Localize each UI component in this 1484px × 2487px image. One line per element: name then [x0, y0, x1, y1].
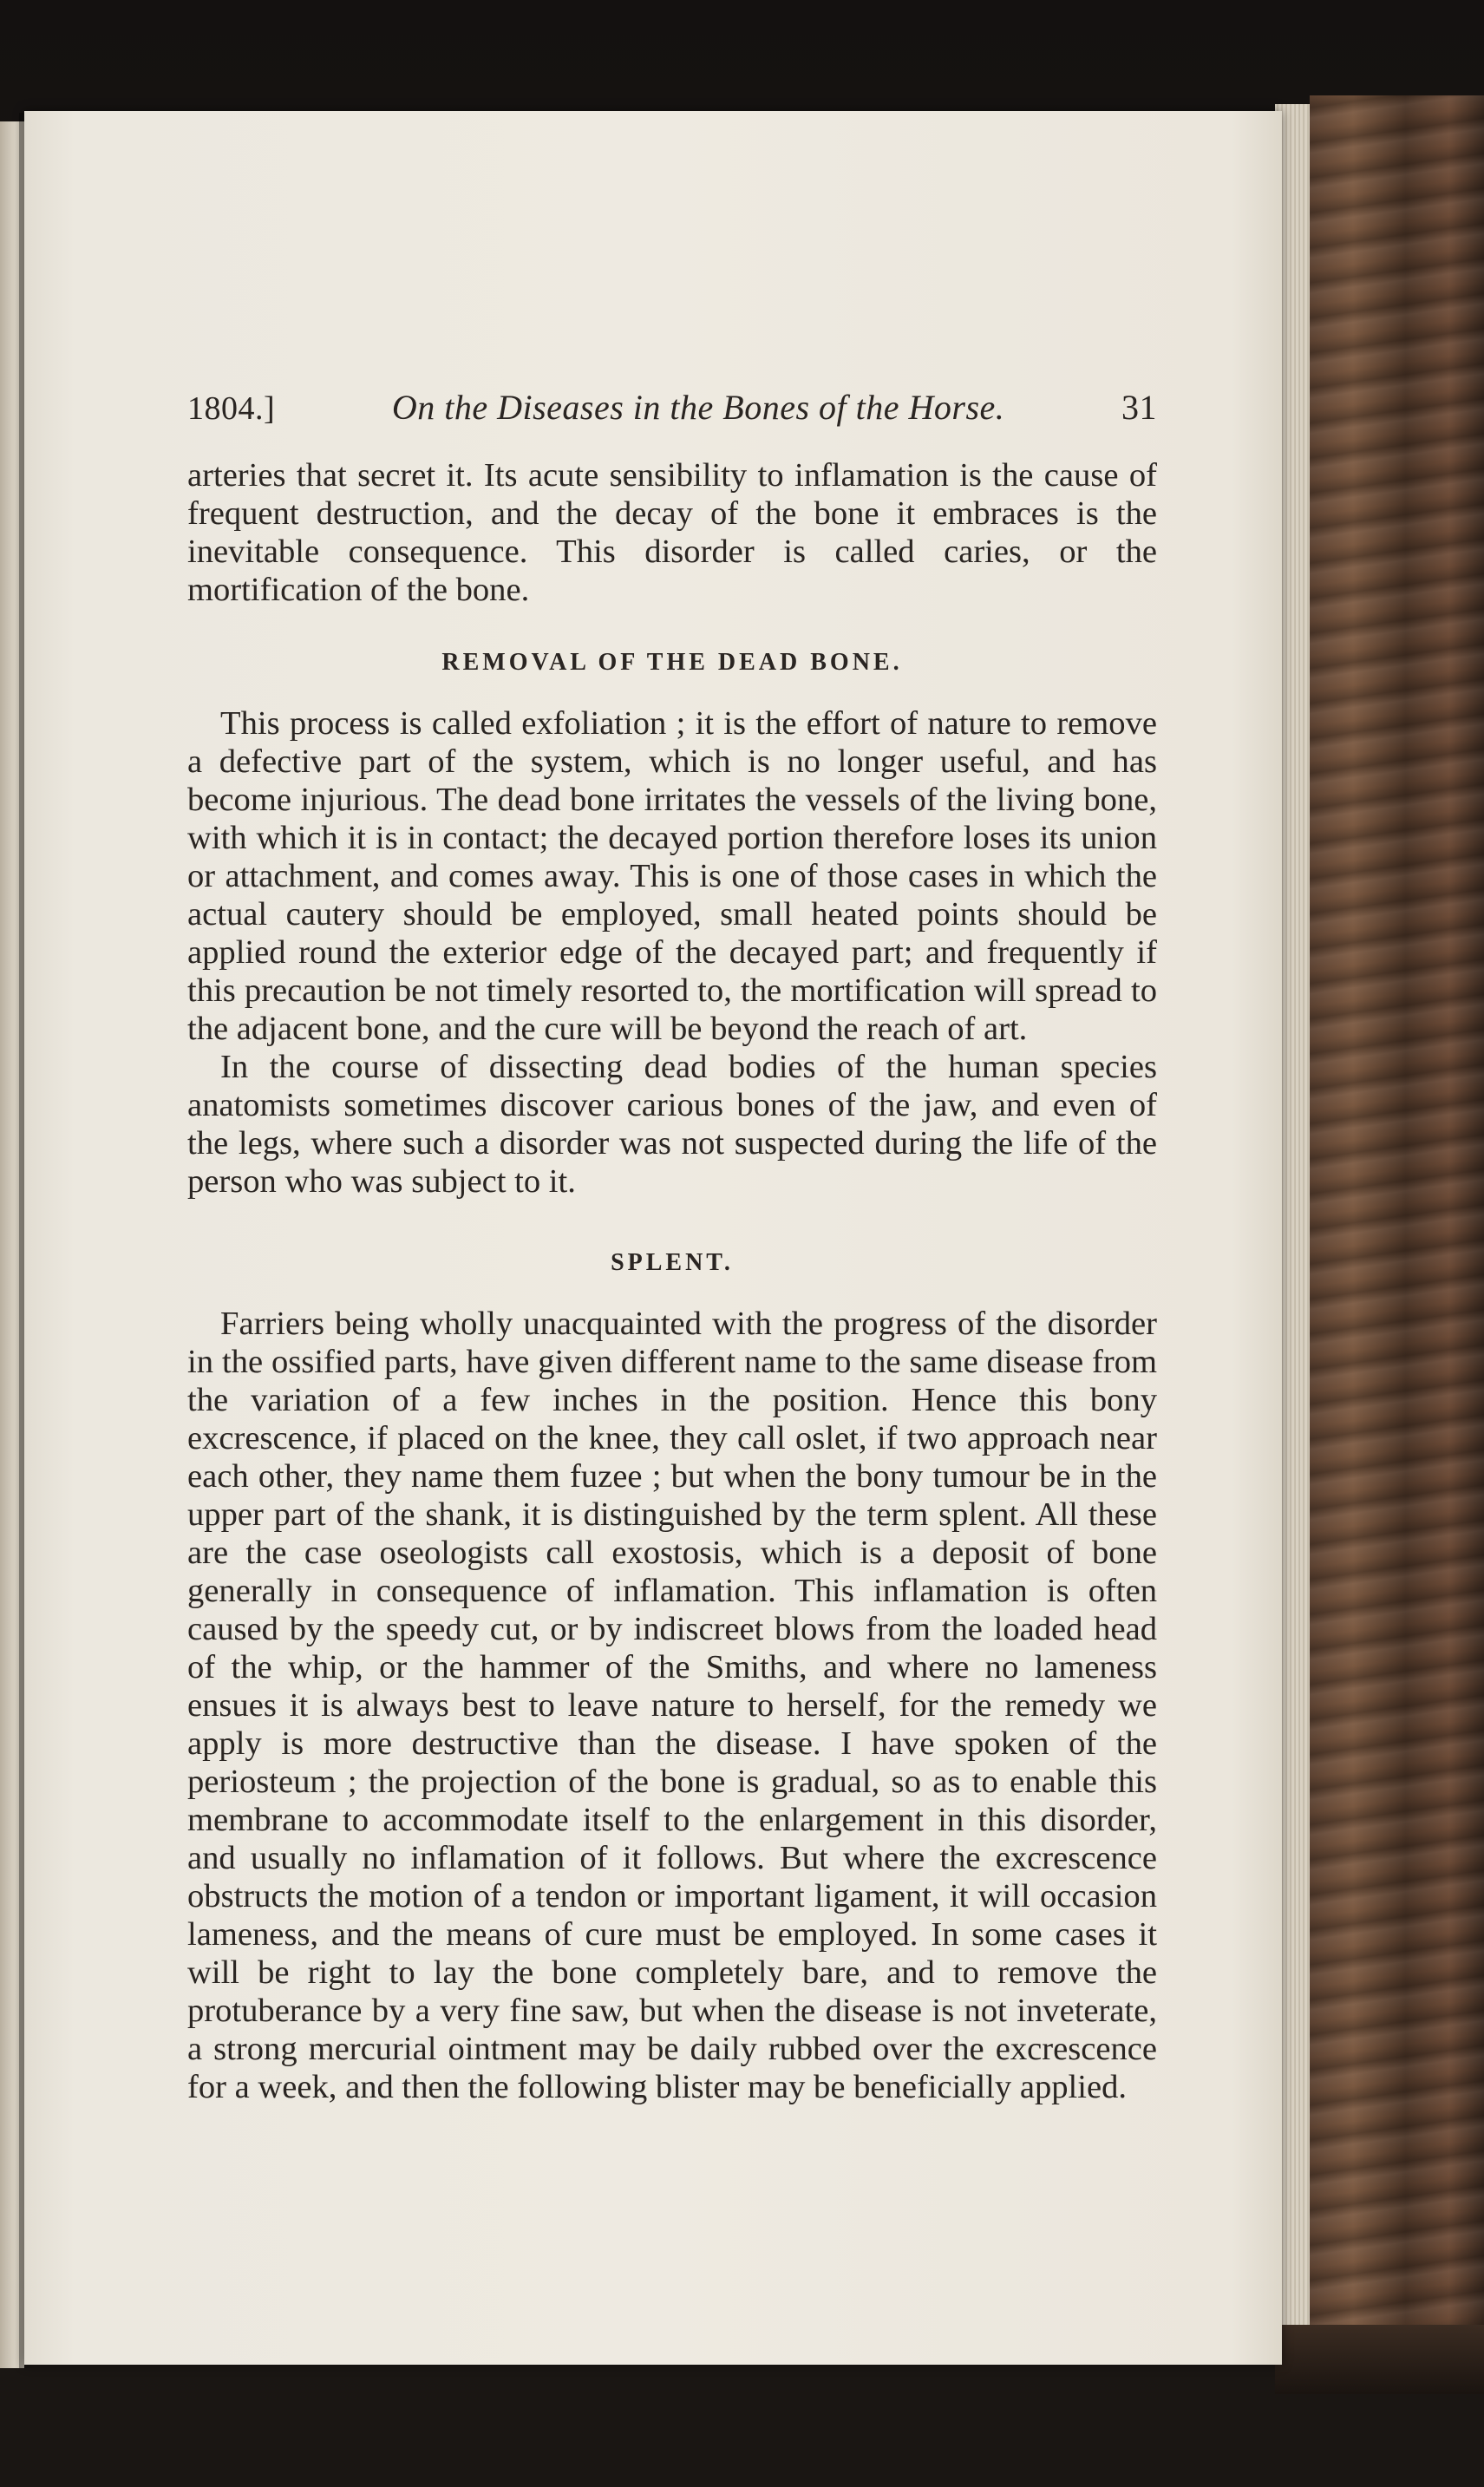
page-content: [187, 387, 1157, 2106]
running-head-title: On the Diseases in the Bones of the Horse.: [391, 388, 1005, 427]
section-heading-splent: SPLENT.: [611, 1249, 734, 1276]
running-head-year: 1804.]: [187, 390, 276, 427]
book-page: [24, 111, 1282, 2365]
running-head: [187, 387, 1157, 435]
removal-paragraph-1: This process is called exfoliation ; it is the effort of nature to remove a defective part of the system, which is no longer useful, and has become injurious. The dead bone irritates the vessels of the living bone, with which it is in contact; the decayed portion therefore loses its union or attachment, and comes away. This is one of those cases in which the actual cautery should be employed, small heated points should be applied round the exterior edge of the decayed part; and frequently if this precaution be not timely resorted to, the mortification will spread to the adjacent bone, and the cure will be beyond the reach of art.: [187, 705, 1157, 1047]
opening-paragraph: arteries that secret it. Its acute sensibility to inflamation is the cause of frequent destruction, and the decay of the bone it embraces is the inevitable consequence. This disorder is called caries, or the mortification of the bone.: [187, 457, 1157, 608]
splent-paragraph-1: Farriers being wholly unacquainted with the progress of the disorder in the ossified parts, have given different name to the same disease from the variation of a few inches in the position. Hence this bony excrescence, if placed on the knee, they call oslet, if two approach near each other, they name them fuzee ; but when the bony tumour be in the upper part of the shank, it is distinguished by the term splent. All these are the case oseologists call exostosis, which is a deposit of bone generally in consequence of inflamation. This inflamation is often caused by the speedy cut, or by indiscreet blows from the loaded head of the whip, or the hammer of the Smiths, and where no lameness ensues it is always best to leave nature to herself, for the remedy we apply is more destructive than the disease. I have spoken of the periosteum ; the projection of the bone is gradual, so as to enable this membrane to accommodate itself to the enlargement in this disorder, and usually no inflamation of it follows. But where the excrescence obstructs the motion of a tendon or important ligament, it will occasion lameness, and the means of cure must be employed. In some cases it will be right to lay the bone completely bare, and to remove the protuberance by a very fine saw, but when the disease is not inveterate, a strong mercurial ointment may be daily rubbed over the excrescence for a week, and then the following blister may be beneficially applied.: [187, 1306, 1157, 2105]
page-number: 31: [1121, 388, 1157, 427]
section-heading-removal: REMOVAL OF THE DEAD BONE.: [441, 649, 903, 676]
book-cover-edge: [1310, 95, 1484, 2386]
book-cover-bottom: [1275, 2325, 1484, 2394]
body-text: [187, 456, 1157, 2106]
removal-paragraph-2: In the course of dissecting dead bodies of the human species anatomists sometimes discover carious bones of the jaw, and even of the legs, where such a disorder was not suspected during the life of the person who was subject to it.: [187, 1049, 1157, 1200]
